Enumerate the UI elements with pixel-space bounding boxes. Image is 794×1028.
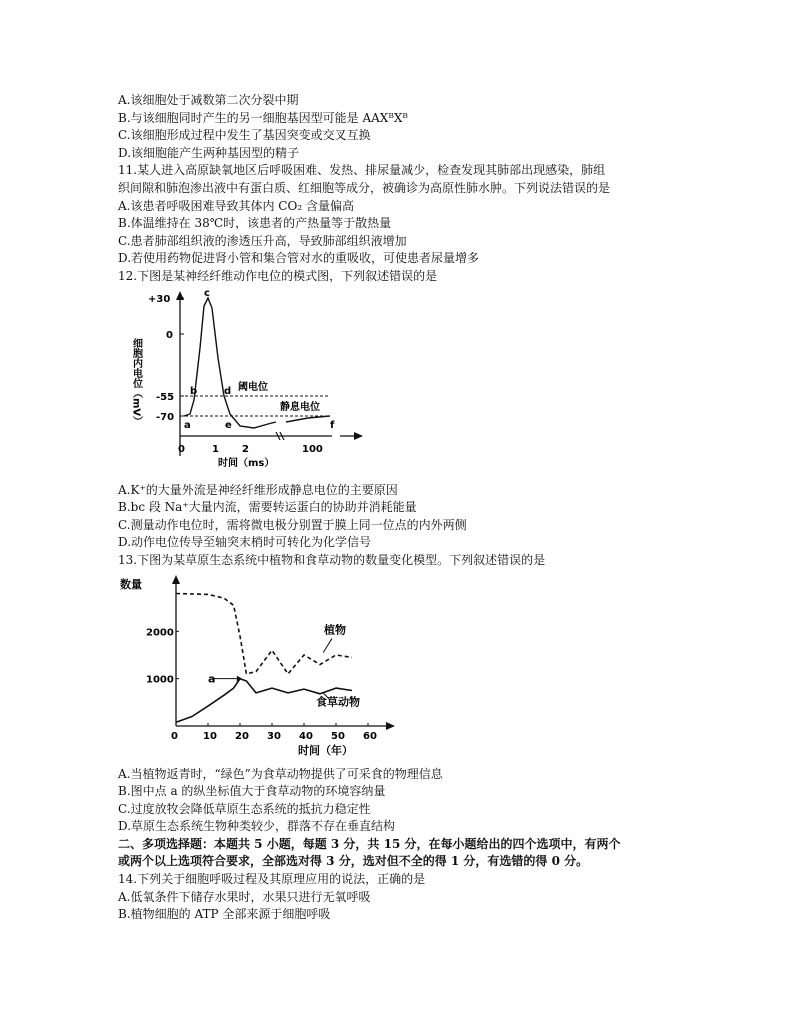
xtick-2: 2 — [242, 443, 249, 455]
point-a: a — [184, 419, 191, 431]
question-13-stem: 13.下图为某草原生态系统中植物和食草动物的数量变化模型。下列叙述错误的是 — [118, 552, 546, 567]
option-b: B.图中点 a 的纵坐标值大于食草动物的环境容纳量 — [118, 784, 386, 799]
question-stem: 11.某人进入高原缺氧地区后呼吸困难、发热、排尿量减少，检查发现其肺部出现感染，肺组 — [118, 163, 606, 178]
y-axis-label: 细胞内电位（mV） — [130, 337, 142, 426]
x-tick-label: 20 — [235, 730, 249, 742]
plant-series-label: 植物 — [324, 623, 346, 637]
option-c: C.该细胞形成过程中发生了基因突变或交叉互换 — [118, 128, 371, 143]
x-axis-label: 时间（年） — [298, 743, 353, 757]
question-12-stem: 12.下图是某神经纤维动作电位的模式图，下列叙述错误的是 — [118, 268, 438, 283]
option-d: D.草原生态系统生物种类较少，群落不存在垂直结构 — [118, 819, 396, 834]
plant-label-leader — [323, 638, 332, 652]
ytick-0: 0 — [166, 329, 173, 341]
option-a: A.低氧条件下储存水果时，水果只进行无氧呼吸 — [118, 889, 371, 904]
y-tick-label: 2000 — [146, 626, 174, 638]
threshold-label: 阈电位 — [238, 381, 268, 393]
section-heading-line: 二、多项选择题：本题共 5 小题，每题 3 分，共 15 分，在每小题给出的四个选项中，有两个 — [118, 836, 621, 851]
action-potential-figure — [118, 288, 368, 480]
point-a-label: a — [208, 672, 216, 686]
exam-page — [118, 92, 688, 924]
question-12-options — [118, 482, 688, 552]
y-axis-arrow — [172, 575, 180, 584]
x-tick-label: 40 — [299, 730, 313, 742]
x-tick-label: 0 — [171, 730, 178, 742]
question-11 — [118, 162, 688, 268]
question-14 — [118, 871, 688, 924]
ytick-30: +30 — [148, 293, 171, 305]
section-2-heading — [118, 836, 688, 871]
xtick-1: 1 — [212, 443, 219, 455]
question-stem: 14.下列关于细胞呼吸过程及其原理应用的说法，正确的是 — [118, 872, 426, 887]
option-a: A.当植物返青时，“绿色”为食草动物提供了可采食的物理信息 — [118, 766, 443, 781]
question-stem: 织间隙和肺泡渗出液中有蛋白质、红细胞等成分，被确诊为高原性肺水肿。下列说法错误的是 — [118, 180, 611, 195]
ytick-55: -55 — [156, 391, 175, 403]
point-c: c — [204, 287, 210, 299]
herbivore-series-label: 食草动物 — [316, 695, 360, 709]
point-b: b — [190, 385, 198, 397]
question-10-options — [118, 92, 688, 162]
option-a: A.该细胞处于减数第二次分裂中期 — [118, 93, 299, 107]
x-tick-label: 30 — [267, 730, 281, 742]
point-d: d — [224, 385, 232, 397]
y-tick-label: 1000 — [146, 674, 174, 686]
option-d: D.动作电位传导至轴突末梢时可转化为化学信号 — [118, 535, 372, 550]
population-chart — [118, 572, 408, 764]
y-axis-arrow — [176, 291, 184, 300]
point-e: e — [225, 419, 232, 431]
point-f: f — [330, 419, 335, 431]
y-axis-label: 数量 — [120, 577, 142, 591]
option-d: D.该细胞能产生两种基因型的精子 — [118, 145, 300, 160]
xtick-0: 0 — [178, 443, 185, 455]
section-heading-line: 或两个以上选项符合要求，全部选对得 3 分，选对但不全的得 1 分，有选错的得 0 分。 — [118, 854, 589, 869]
option-b: B.与该细胞同时产生的另一细胞基因型可能是 AAXᴮXᴮ — [118, 110, 408, 125]
option-c: C.过度放牧会降低草原生态系统的抵抗力稳定性 — [118, 801, 371, 816]
option-b: B.体温维持在 38℃时，该患者的产热量等于散热量 — [118, 216, 392, 231]
option-b: B.bc 段 Na⁺大量内流，需要转运蛋白的协助并消耗能量 — [118, 500, 417, 515]
option-b: B.植物细胞的 ATP 全部来源于细胞呼吸 — [118, 907, 331, 922]
ytick-70: -70 — [156, 411, 175, 423]
option-c: C.测量动作电位时，需将微电极分别置于膜上同一位点的内外两侧 — [118, 517, 467, 532]
question-13-options — [118, 766, 688, 836]
x-tick-label: 10 — [203, 730, 217, 742]
resting-label: 静息电位 — [280, 401, 320, 413]
x-axis-arrow — [354, 432, 363, 440]
x-axis-label: 时间（ms） — [218, 457, 275, 469]
action-potential-svg — [118, 288, 368, 480]
x-tick-label: 60 — [363, 730, 377, 742]
xtick-100: 100 — [302, 443, 323, 455]
option-a: A.K⁺的大量外流是神经纤维形成静息电位的主要原因 — [118, 482, 398, 497]
option-d: D.若使用药物促进肾小管和集合管对水的重吸收，可使患者尿量增多 — [118, 251, 480, 266]
population-chart-svg — [118, 572, 408, 764]
option-a: A.该患者呼吸困难导致其体内 CO₂ 含量偏高 — [118, 198, 354, 213]
option-c: C.患者肺部组织液的渗透压升高，导致肺部组织液增加 — [118, 233, 407, 248]
x-tick-label: 50 — [331, 730, 345, 742]
x-axis-arrow — [386, 722, 395, 730]
